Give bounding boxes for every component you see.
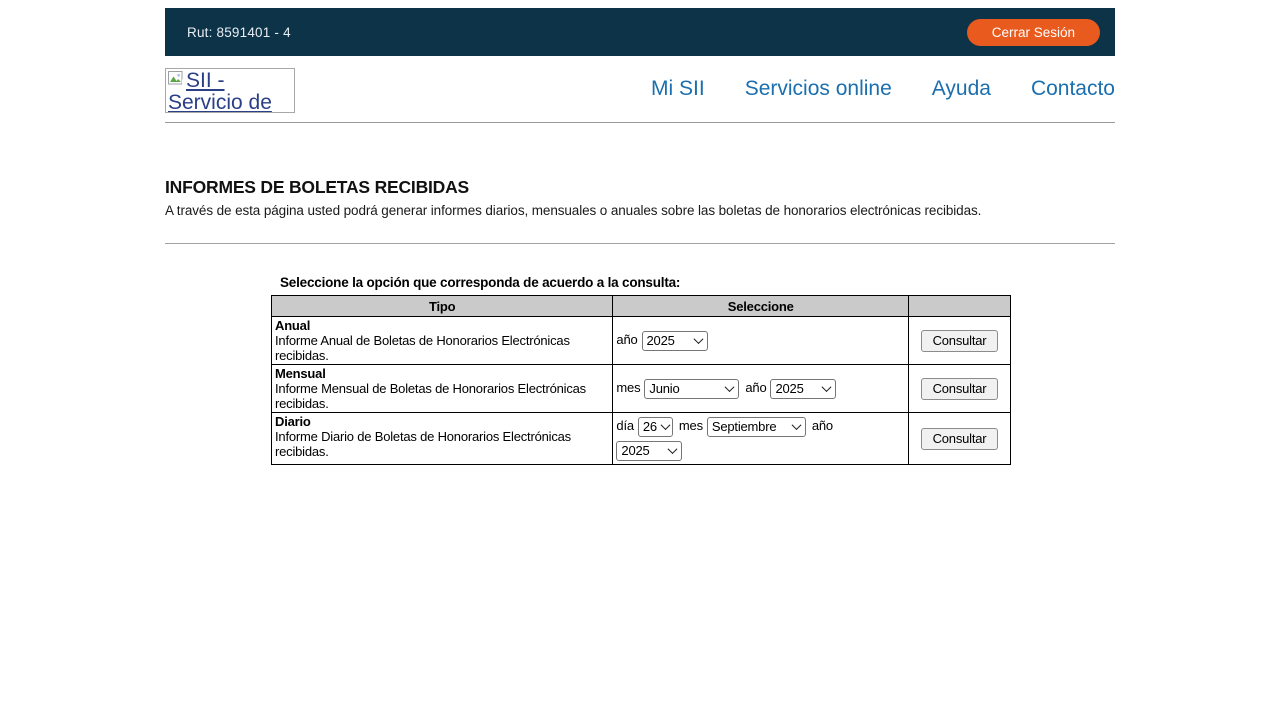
report-options-table bbox=[271, 295, 1011, 465]
day-label: día bbox=[616, 417, 634, 433]
diario-month-select[interactable]: Septiembre bbox=[707, 417, 806, 437]
consultar-diario-button[interactable]: Consultar bbox=[921, 428, 999, 450]
chevron-down-icon bbox=[668, 444, 678, 454]
row-type-label: Diario bbox=[275, 414, 311, 429]
broken-image-icon bbox=[168, 71, 184, 87]
mensual-month-select[interactable]: Junio bbox=[644, 379, 739, 399]
divider bbox=[165, 243, 1115, 244]
site-header bbox=[165, 56, 1115, 123]
year-label: año bbox=[811, 417, 833, 433]
anual-year-select[interactable]: 2025 bbox=[642, 331, 708, 351]
nav-servicios-online[interactable]: Servicios online bbox=[744, 77, 892, 100]
main-nav bbox=[651, 77, 1115, 101]
rut-label: Rut: 8591401 - 4 bbox=[187, 24, 291, 40]
chevron-down-icon bbox=[725, 382, 735, 392]
row-description: Informe Mensual de Boletas de Honorarios Electrónicas recibidas. bbox=[275, 381, 586, 411]
table-row-anual bbox=[272, 317, 1011, 365]
header-seleccione: Seleccione bbox=[613, 296, 909, 317]
chevron-down-icon bbox=[822, 382, 832, 392]
diario-day-select[interactable]: 26 bbox=[638, 417, 673, 437]
page-intro: A través de esta página usted podrá generar informes diarios, mensuales o anuales sobre las boletas de honorarios electrónicas recibidas. bbox=[165, 203, 982, 218]
row-type-label: Anual bbox=[275, 318, 311, 333]
consultar-mensual-button[interactable]: Consultar bbox=[921, 378, 999, 400]
page-title: INFORMES DE BOLETAS RECIBIDAS bbox=[165, 177, 470, 197]
diario-year-select[interactable]: 2025 bbox=[616, 441, 682, 461]
table-header-row bbox=[272, 296, 1011, 317]
year-label: año bbox=[616, 331, 638, 347]
table-row-mensual bbox=[272, 365, 1011, 413]
row-type-label: Mensual bbox=[275, 366, 326, 381]
page-container bbox=[165, 8, 1115, 465]
chevron-down-icon bbox=[693, 334, 703, 344]
chevron-down-icon bbox=[791, 420, 801, 430]
nav-mi-sii[interactable]: Mi SII bbox=[651, 77, 705, 100]
sii-logo[interactable] bbox=[165, 68, 295, 113]
row-description: Informe Anual de Boletas de Honorarios Electrónicas recibidas. bbox=[275, 333, 570, 363]
prompt-label: Seleccione la opción que corresponda de acuerdo a la consulta: bbox=[280, 275, 681, 290]
header-empty bbox=[909, 296, 1011, 317]
header-tipo: Tipo bbox=[272, 296, 613, 317]
logo-alt-text: SII - Servicio de bbox=[168, 69, 272, 113]
consultar-anual-button[interactable]: Consultar bbox=[921, 330, 999, 352]
month-label: mes bbox=[616, 379, 641, 395]
session-bar bbox=[165, 8, 1115, 56]
chevron-down-icon bbox=[661, 420, 671, 430]
row-description: Informe Diario de Boletas de Honorarios Electrónicas recibidas. bbox=[275, 429, 571, 459]
table-row-diario bbox=[272, 413, 1011, 465]
nav-contacto[interactable]: Contacto bbox=[1030, 77, 1115, 100]
logout-button[interactable]: Cerrar Sesión bbox=[967, 19, 1100, 46]
month-label: mes bbox=[678, 417, 703, 433]
nav-ayuda[interactable]: Ayuda bbox=[931, 77, 991, 100]
year-label: año bbox=[745, 379, 767, 395]
mensual-year-select[interactable]: 2025 bbox=[770, 379, 836, 399]
